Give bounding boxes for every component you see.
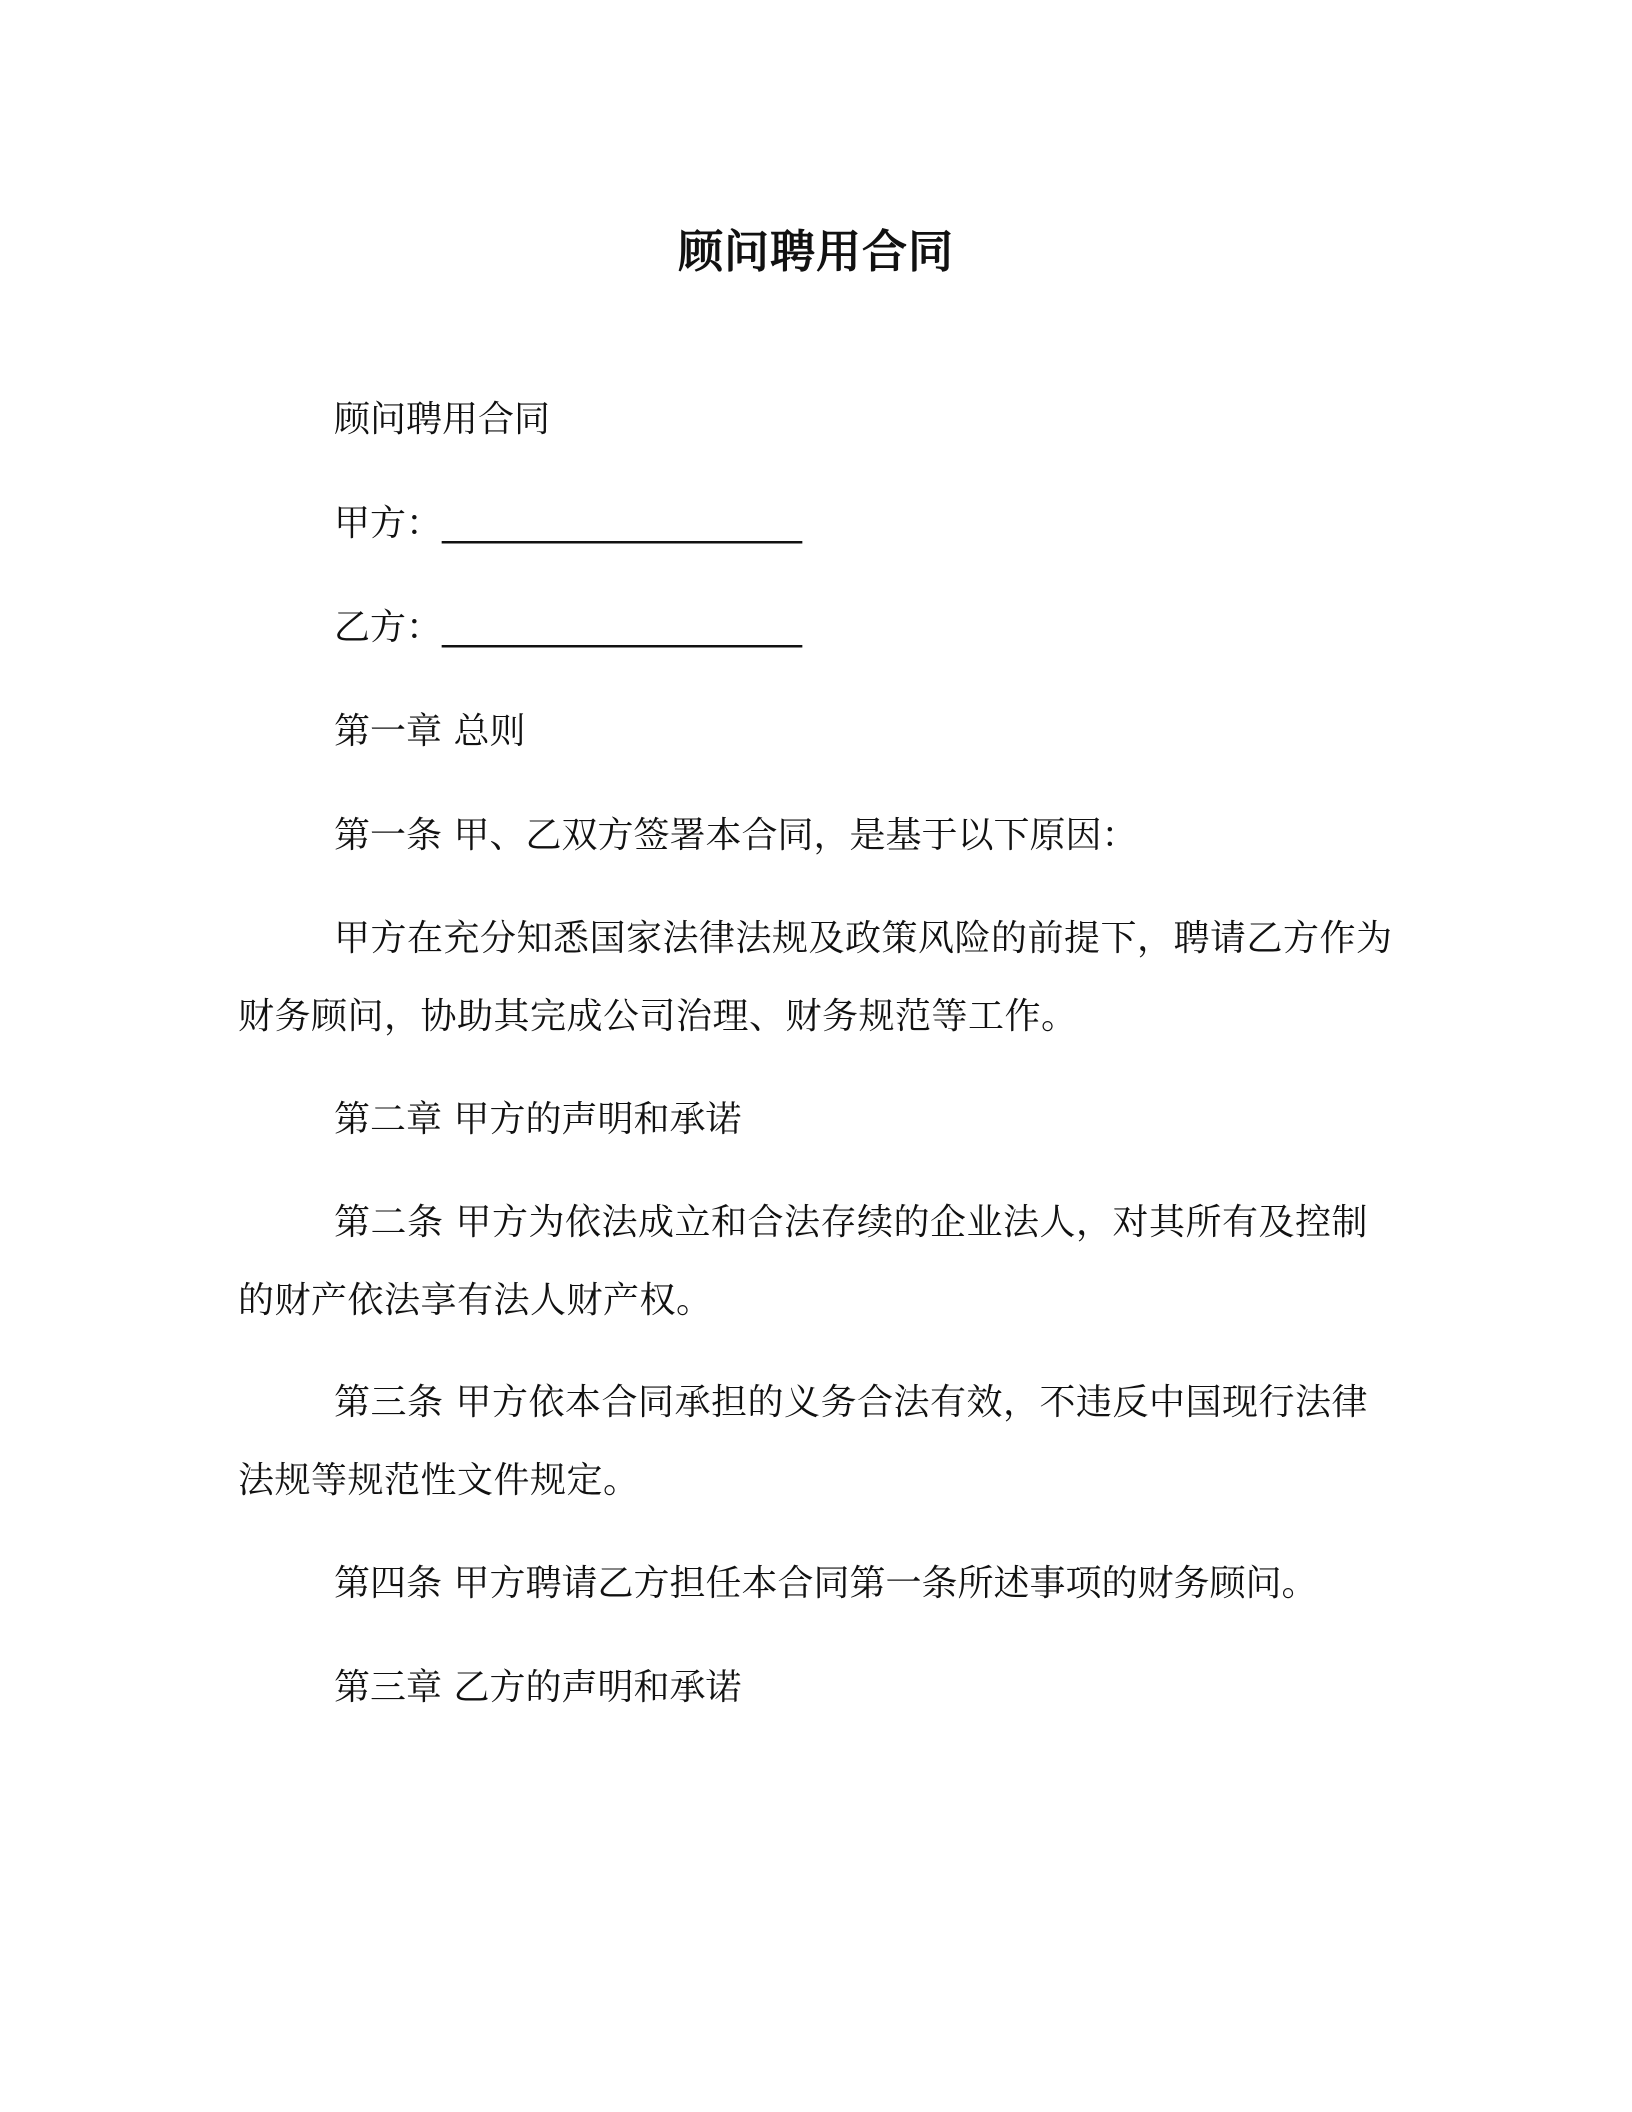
- article-3: 第三条 甲方依本合同承担的义务合法有效，不违反中国现行法律法规等规范性文件规定。: [238, 1382, 1368, 1501]
- article-1: 第一条 甲、乙双方签署本合同，是基于以下原因：: [334, 815, 1138, 856]
- document-title: 顾问聘用合同: [677, 225, 954, 278]
- party-a-line: 甲方：____________________: [334, 503, 803, 544]
- document-subtitle: 顾问聘用合同: [334, 399, 551, 440]
- chapter-1-heading: 第一章 总则: [334, 711, 526, 752]
- article-4: 第四条 甲方聘请乙方担任本合同第一条所述事项的财务顾问。: [334, 1563, 1318, 1604]
- chapter-2-heading: 第二章 甲方的声明和承诺: [334, 1099, 742, 1140]
- article-2: 第二条 甲方为依法成立和合法存续的企业法人，对其所有及控制的财产依法享有法人财产权。: [238, 1202, 1368, 1321]
- party-b-line: 乙方：____________________: [334, 607, 803, 648]
- article-1-body: 甲方在充分知悉国家法律法规及政策风险的前提下，聘请乙方作为财务顾问，协助其完成公司治理、财务规范等工作。: [238, 918, 1393, 1037]
- chapter-3-heading: 第三章 乙方的声明和承诺: [334, 1667, 742, 1708]
